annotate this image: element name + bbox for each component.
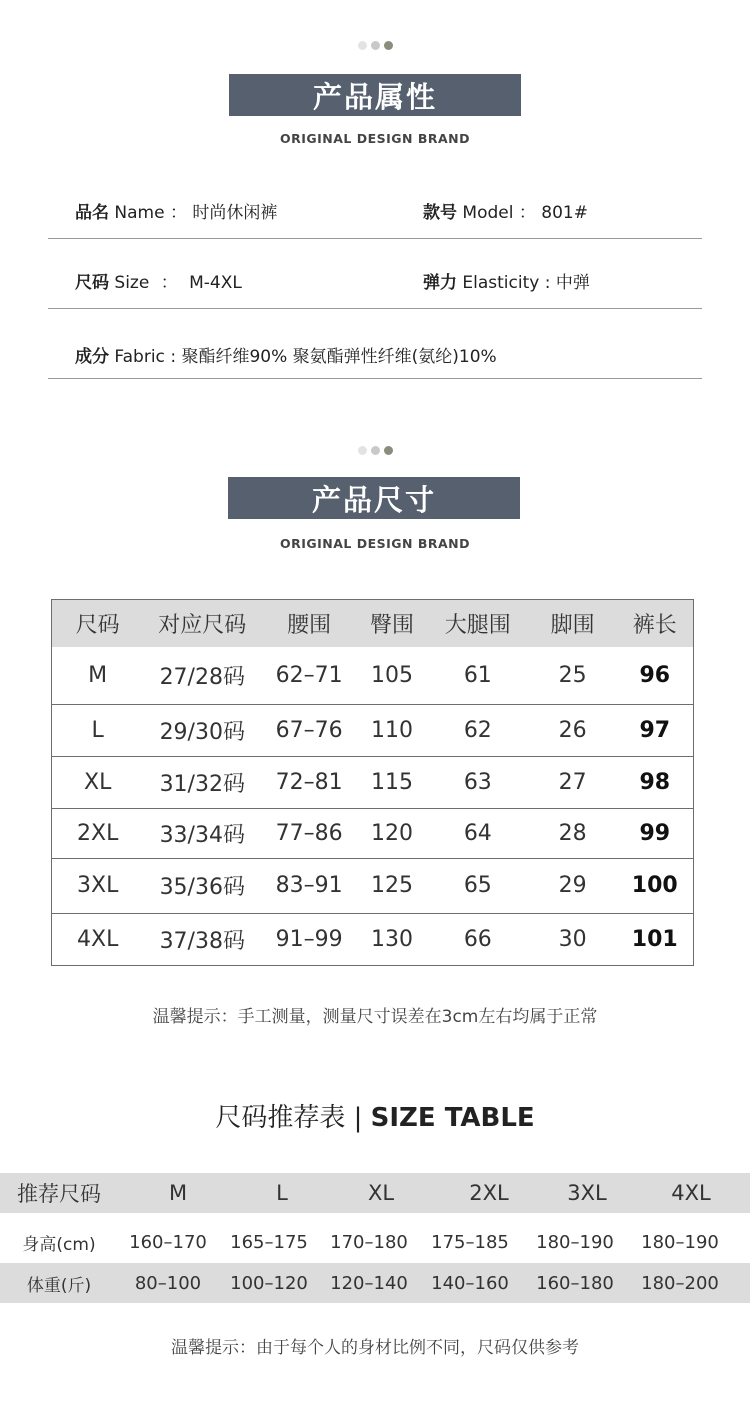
table-cell: 101 [631, 926, 678, 952]
brand-caption: ORIGINAL DESIGN BRAND [279, 131, 471, 146]
height-cell: 180–190 [641, 1231, 719, 1253]
dot-icon [384, 446, 393, 455]
table-cell: 83–91 [261, 858, 357, 913]
column-header: 尺码 [52, 600, 144, 648]
table-cell: 100 [617, 858, 694, 913]
size-cell: 2XL [469, 1181, 509, 1205]
dot-icon [358, 446, 367, 455]
table-cell: 66 [463, 926, 492, 952]
weight-cell: 180–200 [641, 1272, 719, 1294]
column-header: 大腿围 [427, 600, 529, 648]
height-cell: 165–175 [230, 1231, 308, 1253]
table-cell: 3XL [52, 858, 144, 913]
table-cell: 67–76 [261, 704, 357, 756]
recommend-weight-row [0, 1263, 750, 1303]
table-cell: 91–99 [275, 926, 343, 952]
decorative-dots [0, 446, 750, 455]
section-title-banner [228, 477, 520, 519]
table-cell: 28 [529, 808, 617, 858]
section-title: 产品属性 [312, 79, 437, 114]
decorative-dots [0, 41, 750, 50]
table-row [52, 647, 694, 704]
weight-cell: 140–160 [431, 1272, 509, 1294]
table-cell: 26 [529, 704, 617, 756]
size-cell: 4XL [671, 1181, 711, 1205]
table-cell: 97 [617, 704, 694, 756]
table-cell: 37/38码 [159, 928, 245, 954]
brand-caption: ORIGINAL DESIGN BRAND [279, 536, 471, 551]
section-title-banner [229, 74, 521, 116]
table-cell: 64 [427, 808, 529, 858]
height-cell: 170–180 [330, 1231, 408, 1253]
table-cell: 65 [427, 858, 529, 913]
table-cell: 61 [427, 647, 529, 704]
table-cell: 27 [529, 756, 617, 808]
table-cell: 125 [357, 858, 427, 913]
size-cell: M [168, 1181, 188, 1205]
table-cell: 4XL [77, 926, 119, 952]
table-row [52, 808, 694, 858]
column-header: 对应尺码 [143, 600, 261, 648]
table-cell: M [52, 647, 144, 704]
table-cell: 110 [357, 704, 427, 756]
height-cell: 160–170 [129, 1231, 207, 1253]
table-row [52, 756, 694, 808]
table-cell: 130 [370, 926, 413, 952]
dot-icon [371, 446, 380, 455]
table-cell: 62 [427, 704, 529, 756]
attribute-model: 款号 Model ： 801# [423, 203, 588, 223]
dot-icon [371, 41, 380, 50]
table-cell: 99 [617, 808, 694, 858]
attribute-name: 品名 Name ： 时尚休闲裤 [75, 203, 278, 223]
recommend-header-row [0, 1173, 750, 1213]
table-cell: 2XL [52, 808, 144, 858]
table-cell: 30 [558, 926, 587, 952]
table-cell: 33/34码 [143, 808, 261, 858]
row-label: 体重(斤) [26, 1275, 92, 1296]
dot-icon [358, 41, 367, 50]
table-cell: 96 [617, 647, 694, 704]
section-title: 产品尺寸 [311, 482, 436, 517]
table-cell: 120 [357, 808, 427, 858]
measurement-note: 温馨提示：手工测量，测量尺寸误差在3cm左右均属于正常 [152, 1007, 598, 1027]
weight-cell: 100–120 [230, 1272, 308, 1294]
size-table [51, 599, 694, 966]
table-row [52, 913, 694, 965]
recommend-height-row [0, 1222, 750, 1262]
table-cell: 63 [427, 756, 529, 808]
table-cell: 115 [357, 756, 427, 808]
table-cell: 77–86 [261, 808, 357, 858]
table-cell: 31/32码 [143, 756, 261, 808]
table-cell: 98 [617, 756, 694, 808]
table-cell: 29/30码 [143, 704, 261, 756]
table-row [52, 858, 694, 913]
row-label: 推荐尺码 [17, 1182, 101, 1206]
table-cell: 29 [529, 858, 617, 913]
height-cell: 175–185 [431, 1231, 509, 1253]
table-header-row [52, 600, 694, 648]
table-cell: 105 [357, 647, 427, 704]
size-cell: XL [367, 1181, 395, 1205]
weight-cell: 160–180 [536, 1272, 614, 1294]
table-cell: 35/36码 [143, 858, 261, 913]
table-cell: L [52, 704, 144, 756]
size-cell: 3XL [567, 1181, 607, 1205]
table-cell: 62–71 [261, 647, 357, 704]
attribute-fabric: 成分 Fabric : 聚酯纤维90% 聚氨酯弹性纤维(氨纶)10% [75, 347, 497, 367]
attribute-elasticity: 弹力 Elasticity : 中弹 [423, 273, 590, 293]
attribute-size: 尺码 Size ： M-4XL [75, 273, 242, 293]
column-header: 裤长 [617, 600, 694, 648]
attribute-row [48, 238, 702, 309]
table-cell: 27/28码 [143, 647, 261, 704]
dot-icon [384, 41, 393, 50]
row-label: 身高(cm) [22, 1234, 96, 1255]
column-header: 脚围 [529, 600, 617, 648]
column-header: 臀围 [357, 600, 427, 648]
recommend-note: 温馨提示：由于每个人的身材比例不同，尺码仅供参考 [171, 1338, 579, 1358]
attribute-row [48, 308, 702, 379]
table-row [52, 704, 694, 756]
table-cell: XL [52, 756, 144, 808]
weight-cell: 80–100 [134, 1272, 202, 1294]
size-table-title: 尺码推荐表 | SIZE TABLE [215, 1103, 535, 1133]
height-cell: 180–190 [536, 1231, 614, 1253]
table-cell: 25 [529, 647, 617, 704]
weight-cell: 120–140 [330, 1272, 408, 1294]
table-cell: 72–81 [261, 756, 357, 808]
size-cell: L [276, 1181, 288, 1205]
column-header: 腰围 [261, 600, 357, 648]
attribute-row [48, 185, 702, 239]
